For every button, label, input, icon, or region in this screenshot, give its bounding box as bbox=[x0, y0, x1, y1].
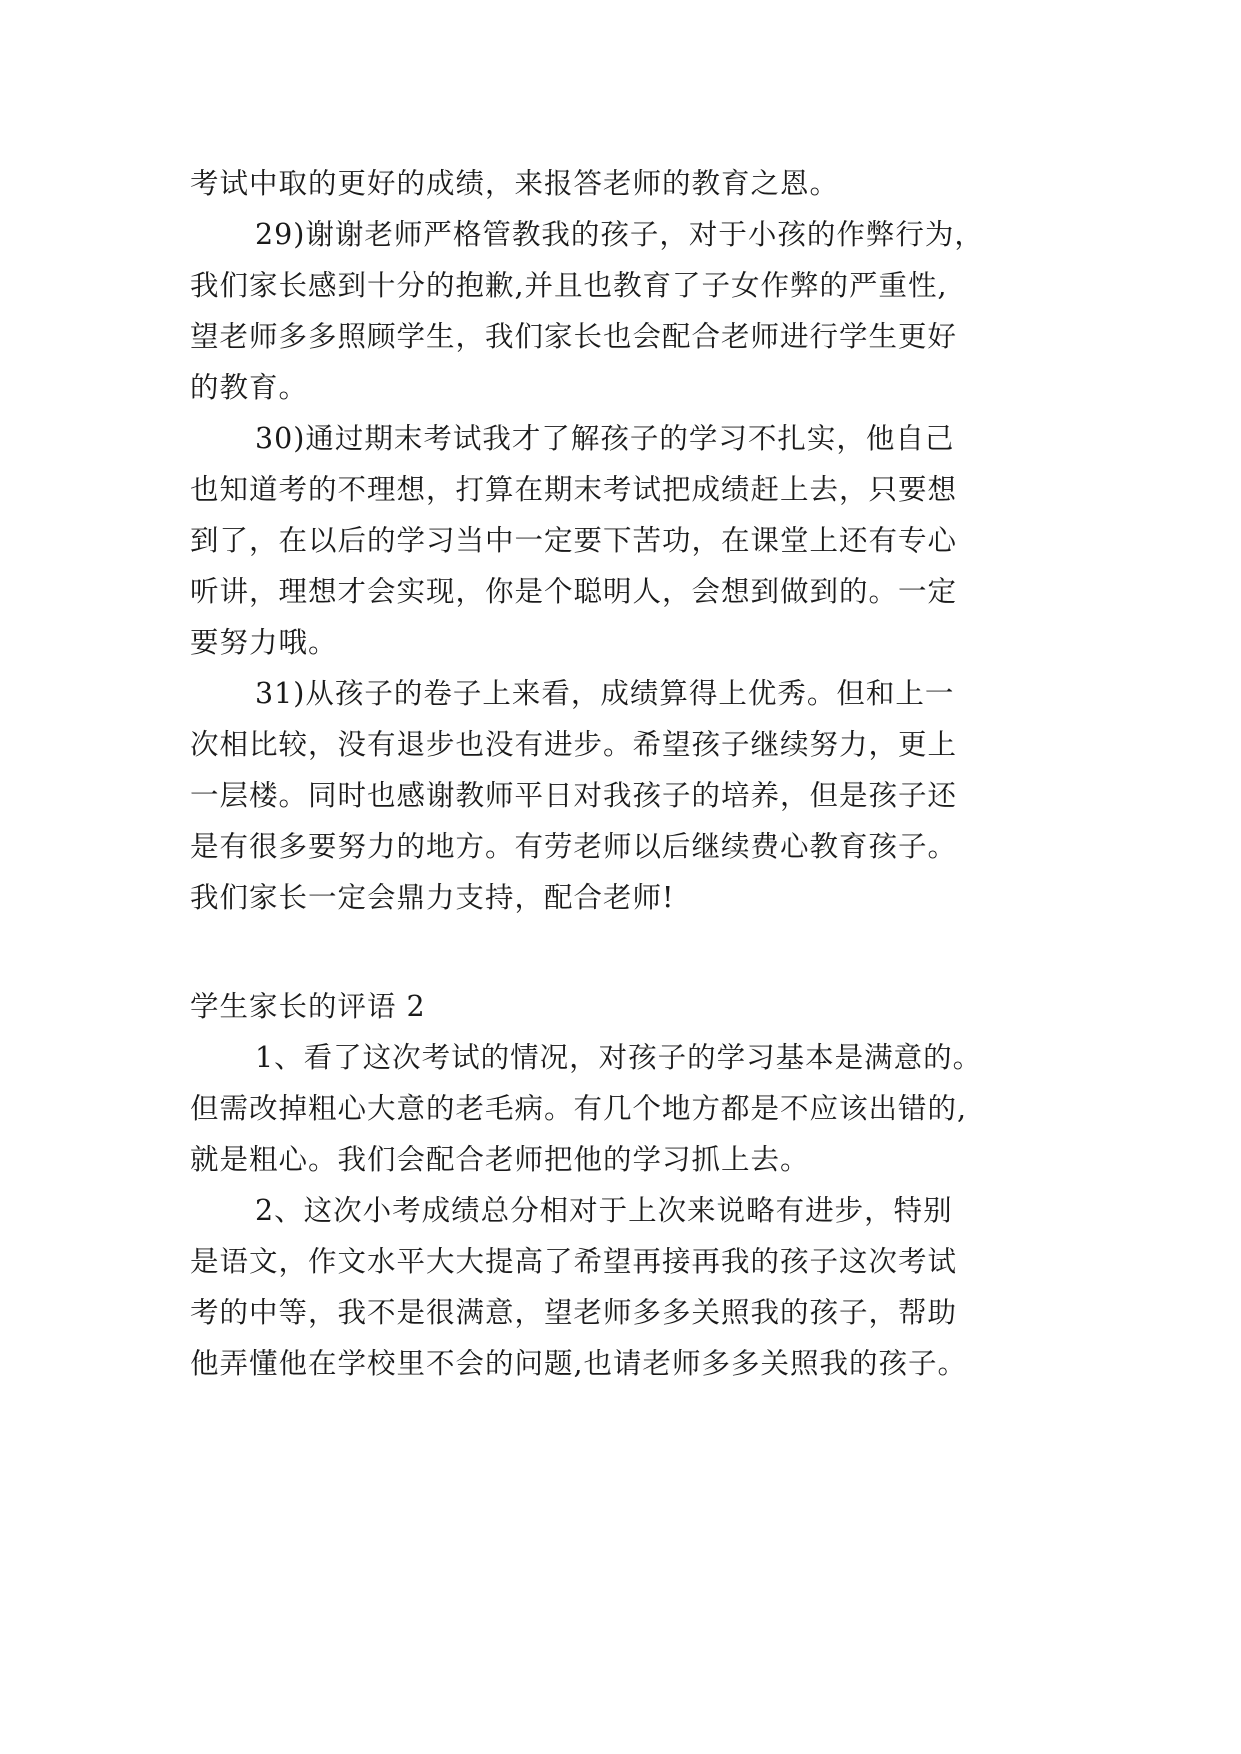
text-line: 考的中等，我不是很满意，望老师多多关照我的孩子，帮助 bbox=[190, 1296, 958, 1329]
paragraph-item-31 bbox=[190, 668, 1090, 923]
text-line: 我们家长一定会鼎力支持，配合老师! bbox=[190, 881, 675, 914]
paragraph-item-30 bbox=[190, 413, 1090, 668]
text-line: 次相比较，没有退步也没有进步。希望孩子继续努力，更上 bbox=[190, 728, 958, 761]
text-line: 是有很多要努力的地方。有劳老师以后继续费心教育孩子。 bbox=[190, 830, 958, 863]
text-line: 是语文，作文水平大大提高了希望再接再我的孩子这次考试 bbox=[190, 1245, 958, 1278]
text-line: 29)谢谢老师严格管教我的孩子，对于小孩的作弊行为， bbox=[255, 218, 984, 251]
text-line: 2、这次小考成绩总分相对于上次来说略有进步，特别 bbox=[255, 1194, 953, 1227]
text-line: 31)从孩子的卷子上来看，成绩算得上优秀。但和上一 bbox=[255, 677, 955, 710]
paragraph-item-2 bbox=[190, 1185, 1090, 1389]
text-line: 要努力哦。 bbox=[190, 626, 338, 659]
paragraph-continuation bbox=[190, 158, 1090, 209]
section-spacer bbox=[190, 923, 1090, 981]
paragraph-item-1 bbox=[190, 1032, 1090, 1185]
text-line: 就是粗心。我们会配合老师把他的学习抓上去。 bbox=[190, 1143, 810, 1176]
text-line: 但需改掉粗心大意的老毛病。有几个地方都是不应该出错的, bbox=[190, 1092, 968, 1125]
paragraph-item-29 bbox=[190, 209, 1090, 413]
text-line: 的教育。 bbox=[190, 371, 309, 404]
text-line: 我们家长感到十分的抱歉,并且也教育了子女作弊的严重性, bbox=[190, 269, 948, 302]
text-line: 30)通过期末考试我才了解孩子的学习不扎实，他自己 bbox=[255, 422, 955, 455]
text-line: 听讲，理想才会实现，你是个聪明人，会想到做到的。一定 bbox=[190, 575, 958, 608]
section-heading: 学生家长的评语 2 bbox=[190, 990, 426, 1023]
document-body bbox=[190, 158, 1090, 1389]
text-line: 1、看了这次考试的情况，对孩子的学习基本是满意的。 bbox=[255, 1041, 983, 1074]
text-line: 一层楼。同时也感谢教师平日对我孩子的培养，但是孩子还 bbox=[190, 779, 958, 812]
text-line: 考试中取的更好的成绩，来报答老师的教育之恩。 bbox=[190, 167, 840, 200]
text-line: 他弄懂他在学校里不会的问题,也请老师多多关照我的孩子。 bbox=[190, 1347, 968, 1380]
text-line: 望老师多多照顾学生，我们家长也会配合老师进行学生更好 bbox=[190, 320, 958, 353]
text-line: 也知道考的不理想，打算在期末考试把成绩赶上去，只要想 bbox=[190, 473, 958, 506]
text-line: 到了，在以后的学习当中一定要下苦功，在课堂上还有专心 bbox=[190, 524, 958, 557]
